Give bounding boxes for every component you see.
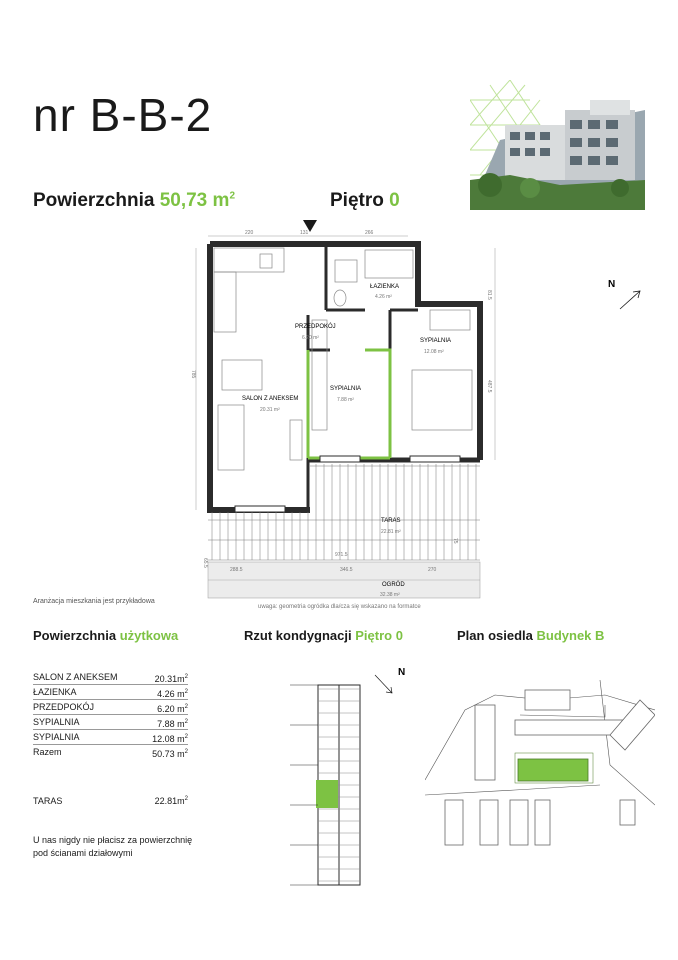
garden-note: uwaga: geometria ogródka dla/cza się wskazano na formatce <box>258 604 421 610</box>
area-summary <box>33 190 235 212</box>
room-hall-area: 6.20 m² <box>302 335 319 341</box>
row-sup: 2 <box>184 689 188 695</box>
dim-top-3: 266 <box>365 230 374 236</box>
level-plan-heading-a: Rzut kondygnacji <box>244 628 352 643</box>
row-name: SYPIALNIA <box>33 717 80 727</box>
row-value: 50.73 m <box>152 749 185 759</box>
dim-misc-1: 65.5 <box>202 558 208 568</box>
dim-bottom-3: 270 <box>428 567 437 573</box>
table-row <box>33 730 188 745</box>
floor-summary <box>330 190 400 212</box>
terrace-sup: 2 <box>184 796 188 802</box>
area-unit-sup: 2 <box>229 190 235 202</box>
dim-side-2: 81.5 <box>486 290 492 300</box>
room-garden-area: 32.38 m² <box>380 592 400 598</box>
row-value: 7.88 m <box>157 719 185 729</box>
room-terrace-area: 22.81 m² <box>381 529 401 535</box>
row-name: SYPIALNIA <box>33 732 80 742</box>
north-arrow-2-icon <box>375 675 392 693</box>
floor-label: Piętro <box>330 190 384 211</box>
building-rendering <box>470 80 645 210</box>
dim-bottom-2: 346.5 <box>340 567 353 573</box>
room-bedroom2-area: 7.88 m² <box>337 397 354 403</box>
arrangement-note: Aranżacja mieszkania jest przykładowa <box>33 598 155 605</box>
estate-plan-heading <box>457 628 604 643</box>
row-value: 4.26 m <box>157 689 185 699</box>
usable-area-heading <box>33 628 178 643</box>
area-table <box>33 670 188 759</box>
terrace-value: 22.81m <box>154 796 185 806</box>
dim-misc-3: 75 <box>452 538 458 544</box>
table-row <box>33 685 188 700</box>
page-title: nr B-B-2 <box>33 89 213 141</box>
table-row <box>33 670 188 685</box>
row-sup: 2 <box>184 704 188 710</box>
terrace-name: TARAS <box>33 796 63 806</box>
row-sup: 2 <box>184 749 188 755</box>
dim-top-2: 131 <box>300 230 309 236</box>
room-living-name: SALON Z ANEKSEM <box>242 396 299 402</box>
dim-side-3: 487.5 <box>486 380 492 393</box>
room-garden-name: OGRÓD <box>382 582 405 588</box>
row-name: Razem <box>33 747 62 757</box>
dim-misc-2: 971.5 <box>335 552 348 558</box>
table-row-total <box>33 745 188 759</box>
room-bathroom-area: 4.26 m² <box>375 294 392 300</box>
usable-area-heading-b: użytkowa <box>119 628 179 643</box>
row-name: ŁAZIENKA <box>33 687 77 697</box>
room-bedroom1-name: SYPIALNIA <box>420 338 452 344</box>
row-name: SALON Z ANEKSEM <box>33 672 118 682</box>
row-sup: 2 <box>184 719 188 725</box>
room-bedroom2-name: SYPIALNIA <box>330 386 362 392</box>
north-label: N <box>608 279 616 290</box>
room-bedroom1-area: 12.08 m² <box>424 349 444 355</box>
row-value: 6.20 m <box>157 704 185 714</box>
row-value: 12.08 m <box>152 734 185 744</box>
terrace-row <box>33 796 188 806</box>
footnote: U nas nigdy nie płacisz za powierzchnię pod ścianami działowymi <box>33 835 193 858</box>
table-row <box>33 700 188 715</box>
row-name: PRZEDPOKÓJ <box>33 702 95 712</box>
area-value: 50,73 m <box>159 190 230 211</box>
level-plan-heading-b: Piętro 0 <box>355 628 403 643</box>
level-plan-heading <box>244 628 403 643</box>
room-bathroom-name: ŁAZIENKA <box>370 284 400 290</box>
dim-bottom-1: 288.5 <box>230 567 243 573</box>
apartment-floor-plan <box>190 220 510 600</box>
usable-area-heading-a: Powierzchnia <box>33 628 117 643</box>
row-sup: 2 <box>184 734 188 740</box>
dim-top-1: 220 <box>245 230 254 236</box>
room-hall-name: PRZEDPOKÓJ <box>295 324 336 330</box>
table-row <box>33 715 188 730</box>
row-sup: 2 <box>184 674 188 680</box>
estate-site-plan <box>425 665 655 850</box>
estate-plan-heading-a: Plan osiedla <box>457 628 533 643</box>
area-label: Powierzchnia <box>33 190 155 211</box>
north-label-2: N <box>398 667 406 678</box>
room-living-area: 20.31 m² <box>260 407 280 413</box>
room-terrace-name: TARAS <box>381 518 401 524</box>
dim-side-1: 785 <box>190 370 196 379</box>
north-arrow-icon <box>600 275 650 315</box>
floor-value: 0 <box>389 190 400 211</box>
estate-plan-heading-b: Budynek B <box>536 628 605 643</box>
row-value: 20.31m <box>154 674 185 684</box>
